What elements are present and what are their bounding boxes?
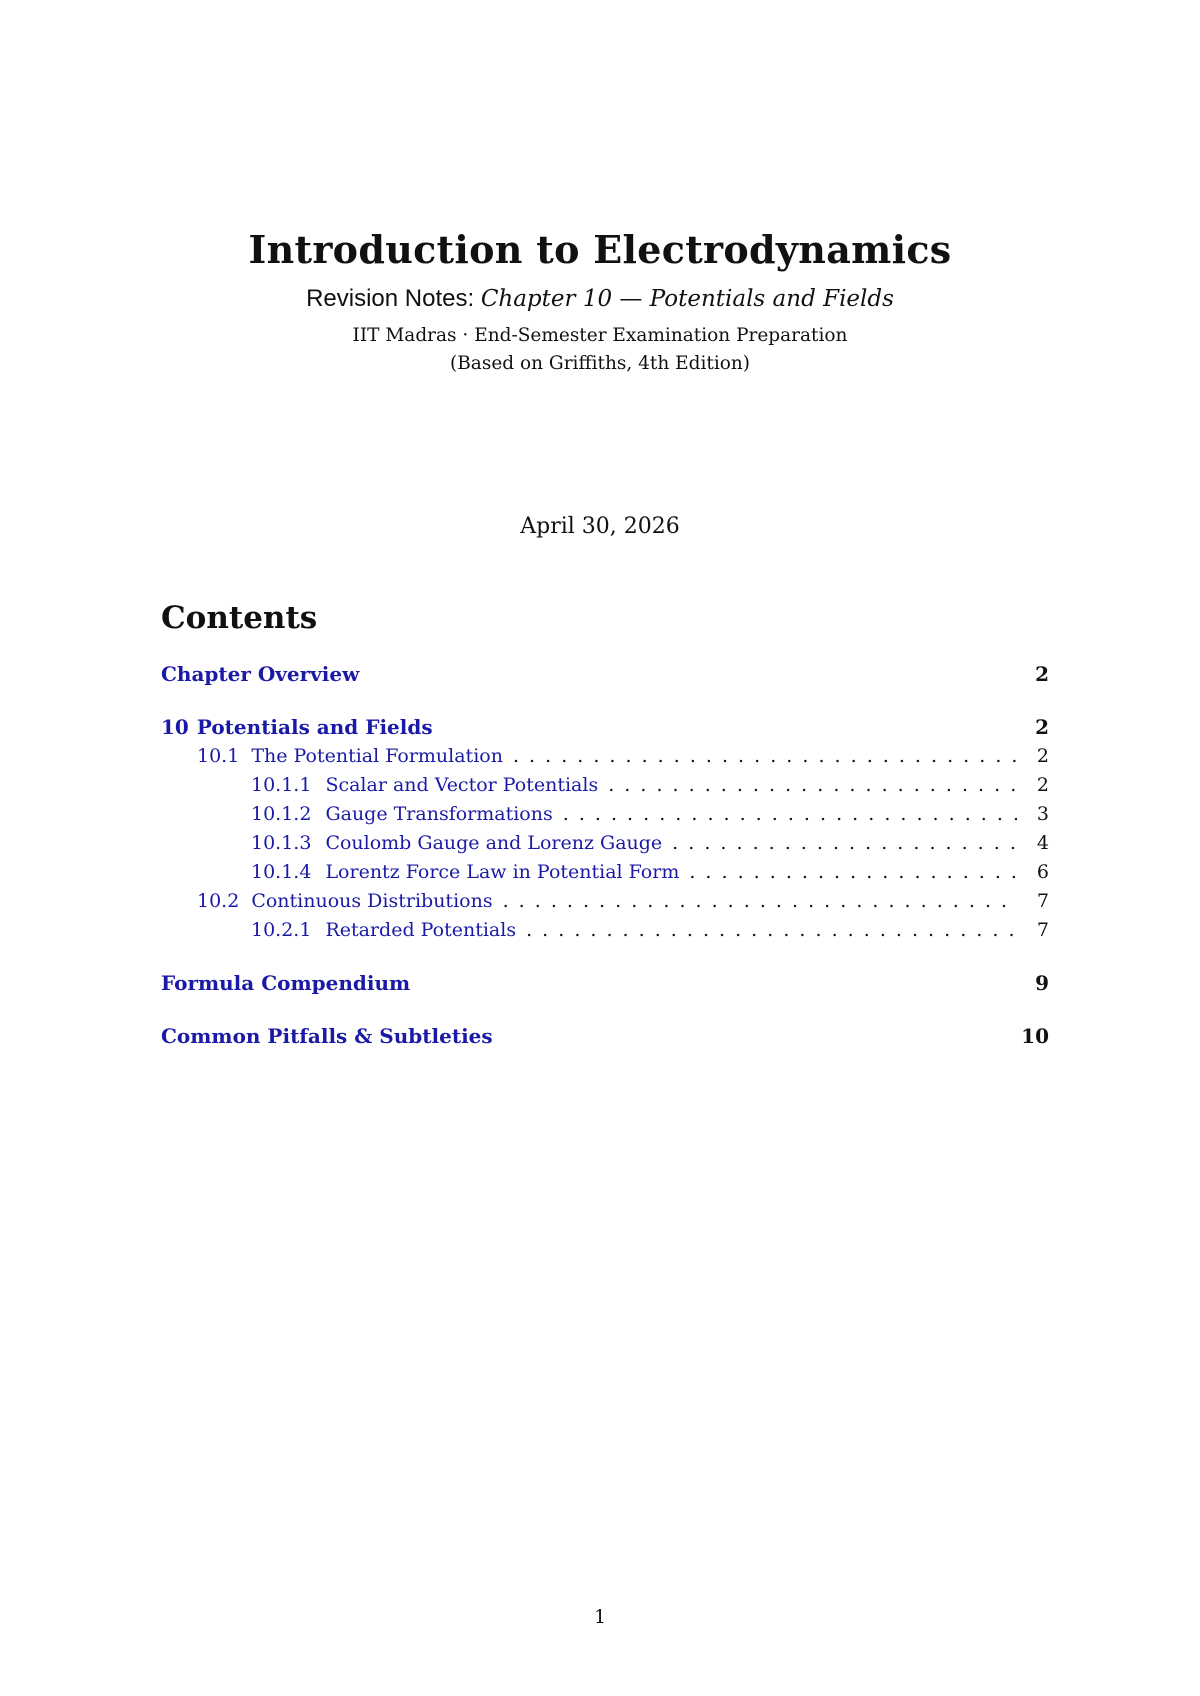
toc-entry-number: 10.1.4 xyxy=(251,861,312,883)
toc-entry-label: Chapter Overview xyxy=(161,662,360,686)
toc-entry-label: The Potential Formulation xyxy=(251,745,503,767)
toc-entry-number: 10.1.2 xyxy=(251,803,312,825)
toc-entry-potential-formulation[interactable] xyxy=(161,742,1049,771)
toc-entry-coulomb-lorenz-gauge[interactable] xyxy=(161,829,1049,858)
toc-leader-dots xyxy=(526,916,1017,945)
toc-entry-page: 4 xyxy=(1036,832,1049,854)
toc-leader-dots xyxy=(503,887,1017,916)
toc-entry-label: Formula Compendium xyxy=(161,971,411,995)
page-number: 1 xyxy=(593,1606,607,1628)
toc-entry-page: 2 xyxy=(1036,774,1049,796)
toc-entry-number: 10.1.1 xyxy=(251,774,312,796)
toc-entry-label: Retarded Potentials xyxy=(325,919,517,941)
based-on: (Based on Griffiths, 4th Edition) xyxy=(449,353,751,374)
toc-entry-label: Continuous Distributions xyxy=(251,890,493,912)
toc-leader-dots xyxy=(672,829,1017,858)
toc-entry-page: 9 xyxy=(1035,971,1049,995)
toc-leader-dots xyxy=(513,742,1017,771)
toc-leader-dots xyxy=(563,800,1017,829)
toc-entry-formula-compendium[interactable] xyxy=(161,969,1049,998)
toc-entry-page: 2 xyxy=(1035,662,1049,686)
toc-entry-number: 10 xyxy=(161,715,189,739)
subtitle-emphasis: Chapter 10 — Potentials and Fields xyxy=(480,286,894,312)
toc-entry-label: Scalar and Vector Potentials xyxy=(325,774,599,796)
toc-entry-retarded-potentials[interactable] xyxy=(161,916,1049,945)
toc-entry-page: 10 xyxy=(1021,1024,1049,1048)
toc-entry-label: Potentials and Fields xyxy=(196,715,433,739)
toc-entry-page: 2 xyxy=(1035,715,1049,739)
toc-entry-page: 3 xyxy=(1036,803,1049,825)
toc-entry-continuous-distributions[interactable] xyxy=(161,887,1049,916)
toc-entry-number: 10.1.3 xyxy=(251,832,312,854)
toc-leader-dots xyxy=(689,858,1017,887)
toc-leader-dots xyxy=(608,771,1017,800)
toc-entry-label: Lorentz Force Law in Potential Form xyxy=(325,861,680,883)
toc-entry-page: 2 xyxy=(1036,745,1049,767)
document-subtitle xyxy=(0,284,1200,314)
toc-entry-chapter-overview[interactable] xyxy=(161,660,1049,689)
toc-entry-label: Gauge Transformations xyxy=(325,803,553,825)
toc-entry-page: 7 xyxy=(1036,919,1049,941)
toc-entry-number: 10.2.1 xyxy=(251,919,312,941)
title-block xyxy=(0,226,1200,378)
toc-entry-label: Common Pitfalls & Subtleties xyxy=(161,1024,493,1048)
toc-entry-label: Coulomb Gauge and Lorenz Gauge xyxy=(325,832,663,854)
document-date: April 30, 2026 xyxy=(520,514,680,539)
contents-heading: Contents xyxy=(161,600,318,636)
toc-entry-number: 10.2 xyxy=(197,890,240,912)
toc-entry-potentials-and-fields[interactable] xyxy=(161,713,1049,742)
toc-entry-common-pitfalls[interactable] xyxy=(161,1022,1049,1051)
subtitle-prefix: Revision Notes: xyxy=(306,285,481,312)
toc-entry-gauge-transformations[interactable] xyxy=(161,800,1049,829)
toc-entry-lorentz-force-law[interactable] xyxy=(161,858,1049,887)
document-title: Introduction to Electrodynamics xyxy=(248,227,952,272)
toc-entry-scalar-vector-potentials[interactable] xyxy=(161,771,1049,800)
toc-entry-page: 6 xyxy=(1036,861,1049,883)
table-of-contents xyxy=(161,660,1049,1051)
affiliation: IIT Madras · End-Semester Examination Preparation xyxy=(352,325,848,346)
toc-entry-number: 10.1 xyxy=(197,745,240,767)
toc-entry-page: 7 xyxy=(1036,890,1049,912)
